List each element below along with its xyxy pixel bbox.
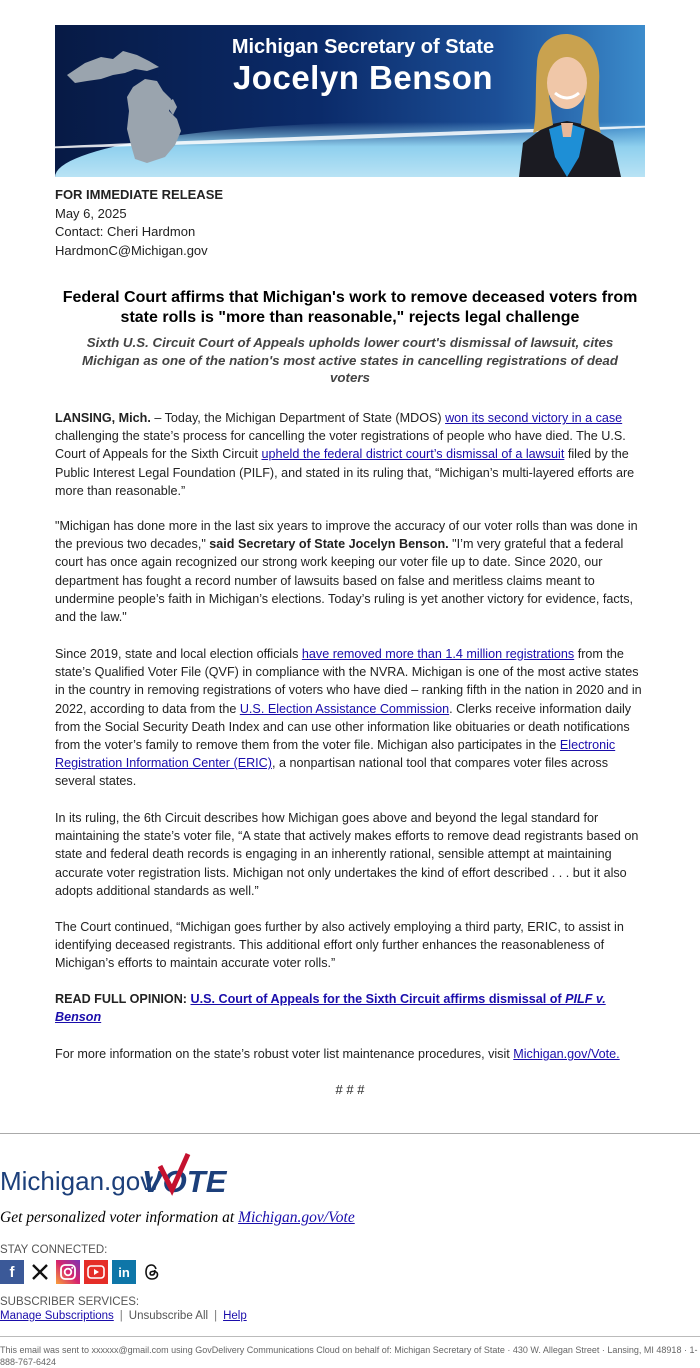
michigan-vote-logo-graphic: [0, 1150, 230, 1198]
end-mark: # # #: [335, 1082, 365, 1097]
p2-attribution: said Secretary of State Jocelyn Benson.: [209, 537, 449, 552]
instagram-icon[interactable]: [56, 1260, 80, 1284]
separator: |: [119, 1310, 123, 1322]
eac-link[interactable]: U.S. Election Assistance Commission: [239, 701, 450, 716]
body-paragraph-1: [55, 409, 645, 500]
second-victory-link[interactable]: won its second victory in a case: [445, 411, 623, 425]
removed-registrations-link[interactable]: have removed more than 1.4 million registrations: [301, 647, 575, 661]
michigan-vote-logo[interactable]: [0, 1150, 230, 1198]
release-meta: [55, 186, 223, 260]
p2-text-1: "Michigan has done more in the last six years to improve the accuracy of our voter rolls than was done in the previous two decades,": [55, 519, 638, 552]
p3-text-2: from the state’s Qualified Voter File (QVF) in compliance with the NVRA. Michigan is one of the most active states in the country in removing registrations of voters who have died – ranking fifth in the nation in 2020 and in 2022, according to data from the: [55, 647, 642, 716]
p3-text-3: . Clerks receive information daily from the Social Security Death Index and can use other information like obituaries or death notifications from the voter’s family to remove them from the voter file. Michigan also participates in the: [55, 701, 632, 753]
social-icons: [0, 1260, 164, 1284]
p1-text-2: challenging the state’s process for cancelling the voter registrations of people who have died. The U.S. Court of Appeals for the Sixth Circuit: [55, 429, 626, 462]
michigan-map-icon: [61, 41, 211, 171]
youtube-icon[interactable]: [84, 1260, 108, 1284]
body-paragraph-4: In its ruling, the 6th Circuit describes how Michigan goes above and beyond the legal standard for maintaining the state’s voter file, “A state that actively makes efforts to remove dead registrants based on state and federal death records is engaging in an inherently rational, sensible attempt at maintaining accurate voter registration lists. Michigan not only undertakes the kind of effort described . . . but it also adopts additional standards as well.”: [55, 811, 639, 898]
release-label: FOR IMMEDIATE RELEASE: [55, 187, 224, 202]
p1-text-3: filed by the Public Interest Legal Foundation (PILF), and stated in its ruling that, “Michigan’s multi-layered efforts are more than reasonable.”: [55, 447, 635, 498]
stay-connected-label: STAY CONNECTED:: [0, 1244, 108, 1256]
p3-text-1: Since 2019, state and local election officials: [55, 647, 302, 661]
x-icon[interactable]: [28, 1260, 52, 1284]
instagram-glyph: [59, 1263, 77, 1281]
facebook-icon[interactable]: f: [0, 1260, 24, 1284]
full-opinion-link-text: U.S. Court of Appeals for the Sixth Circuit affirms dismissal of: [190, 992, 566, 1006]
legal-footer: This email was sent to xxxxxx@gmail.com using GovDelivery Communications Cloud on behalf of: Michigan Secretary of State · 430 W. Allegan Street · Lansing, MI 48918 · 1-888-767-6424: [0, 1345, 698, 1367]
tagline-link[interactable]: Michigan.gov/Vote: [238, 1209, 355, 1226]
youtube-glyph: [87, 1265, 105, 1279]
release-contact: Contact: Cheri Hardmon: [55, 224, 196, 239]
x-glyph: [30, 1262, 50, 1282]
logo-text: Michigan.gov/: [0, 1166, 161, 1196]
threads-icon[interactable]: [140, 1260, 164, 1284]
p3-text-4: , a nonpartisan national tool that compares voter files across several states.: [55, 756, 609, 789]
body-paragraph-2: [55, 517, 645, 626]
linkedin-icon[interactable]: in: [112, 1260, 136, 1284]
subscriber-services-label: SUBSCRIBER SERVICES:: [0, 1296, 140, 1308]
portrait-image: [489, 25, 645, 177]
subscriber-links: [0, 1310, 247, 1322]
p1-text-1: – Today, the Michigan Department of State (MDOS): [150, 411, 446, 425]
body-paragraph-5: The Court continued, “Michigan goes further by also actively employing a third party, ERIC, to assist in identifying deceased registrants. This additional effort only further enhances the reasonableness of Michigan’s efforts to maintain accurate voter rolls.”: [55, 920, 624, 971]
body-paragraph-7: [55, 1045, 645, 1063]
dateline: LANSING, Mich.: [55, 411, 151, 425]
body-paragraph-6: [55, 990, 645, 1026]
banner-title-line2: Jocelyn Benson: [232, 59, 494, 96]
eric-link[interactable]: Electronic Registration Information Center (ERIC): [55, 738, 616, 771]
full-opinion-link-case: PILF v. Benson: [55, 992, 606, 1025]
threads-glyph: [143, 1263, 161, 1281]
header-banner: [55, 25, 645, 177]
logo-vote: VOTE: [142, 1164, 227, 1198]
michigan-vote-link[interactable]: Michigan.gov/Vote.: [513, 1047, 620, 1061]
banner-title-line1: Michigan Secretary of State: [231, 36, 495, 58]
read-opinion-label: READ FULL OPINION:: [55, 992, 191, 1006]
manage-subscriptions-link[interactable]: Manage Subscriptions: [0, 1310, 114, 1322]
legal-divider: [0, 1336, 700, 1337]
release-date: May 6, 2025: [55, 205, 127, 221]
separator: |: [214, 1310, 218, 1322]
p7-text: For more information on the state’s robust voter list maintenance procedures, visit: [55, 1047, 514, 1061]
unsubscribe-all-link[interactable]: Unsubscribe All: [128, 1310, 209, 1322]
help-link[interactable]: Help: [223, 1310, 247, 1322]
tagline-text: Get personalized voter information at: [0, 1209, 239, 1226]
p2-text-2: "I’m very grateful that a federal court has once again recognized our strong work keeping our voter file up to date. Since 2020, our department has fought a record number of lawsuits based on false and meritless claims meant to undermine people’s faith in Michigan’s elections. Today’s ruling is yet another victory for evidence, facts, and the law.": [55, 537, 633, 625]
dismissal-lawsuit-link[interactable]: upheld the federal district court’s dismissal of a lawsuit: [261, 447, 565, 462]
footer-tagline: [0, 1209, 355, 1227]
body-paragraph-3: [55, 645, 645, 791]
footer-divider: [0, 1133, 700, 1134]
subheadline: Sixth U.S. Circuit Court of Appeals upholds lower court's dismissal of lawsuit, cites Michigan as one of the nation's most active states in cancelling registrations of dead voters: [82, 335, 618, 385]
headline: Federal Court affirms that Michigan's work to remove deceased voters from state rolls is "more than reasonable," rejects legal challenge: [62, 289, 638, 326]
release-email: HardmonC@Michigan.gov: [55, 242, 208, 258]
